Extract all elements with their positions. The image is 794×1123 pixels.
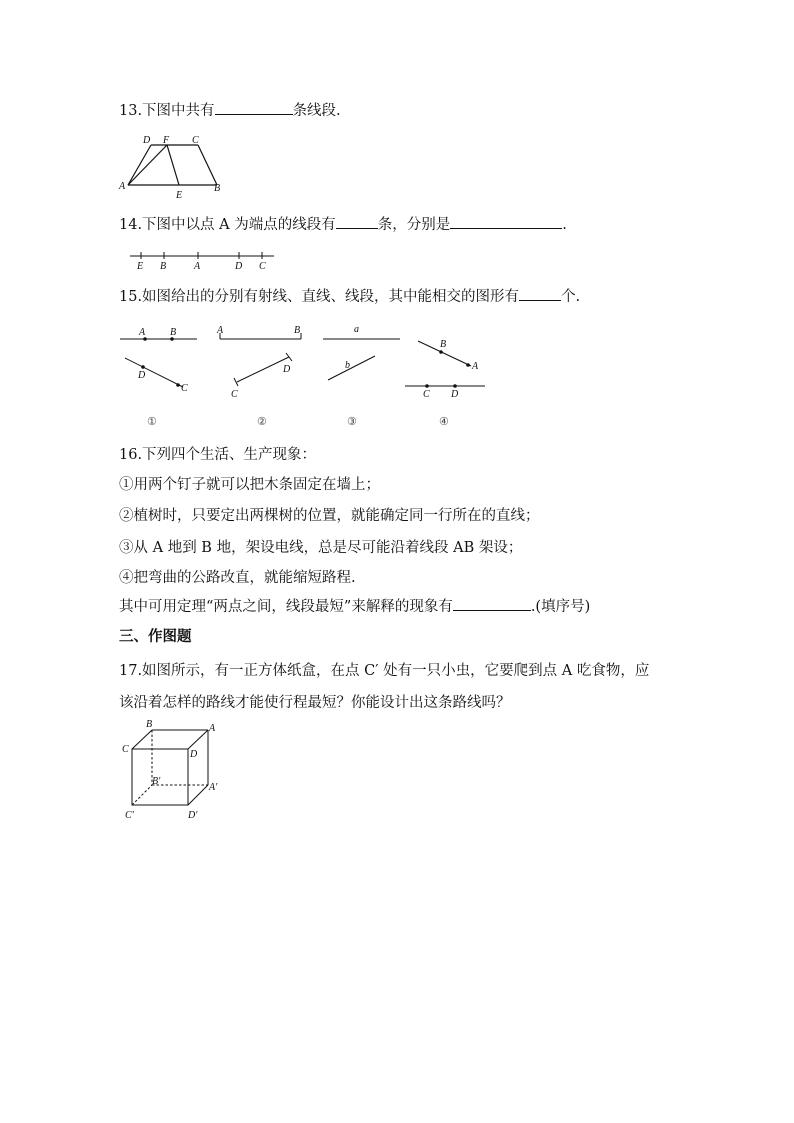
q14-answer-blank-count[interactable] <box>336 214 378 229</box>
q16-item-2: ②植树时，只要定出两棵树的位置，就能确定同一行所在的直线； <box>119 508 540 524</box>
q14-text-after: . <box>562 217 567 233</box>
q14-question <box>119 214 567 236</box>
q15-fig4-label-c: C <box>423 389 430 400</box>
q15-fig4-number: ④ <box>439 416 449 428</box>
q13-trapezoid-figure <box>118 132 228 202</box>
q15-fig2-label-a: A <box>217 325 224 336</box>
q14-line-figure <box>128 246 278 272</box>
q15-figures <box>115 320 495 430</box>
q13-label-e: E <box>176 190 183 201</box>
q13-question <box>119 100 341 122</box>
q14-label-b: B <box>160 261 167 272</box>
q15-fig3-number: ③ <box>347 416 357 428</box>
q15-text-before: 15.如图给出的分别有射线、直线、线段，其中能相交的图形有 <box>119 289 520 305</box>
q16-item-1: ①用两个钉子就可以把木条固定在墙上； <box>119 477 380 493</box>
q14-text-before: 14.下图中以点 A 为端点的线段有 <box>119 217 336 233</box>
q16-question-before: 其中可用定理“两点之间，线段最短”来解释的现象有 <box>119 599 453 615</box>
q17-cube-figure <box>118 718 228 824</box>
q14-label-a: A <box>194 261 201 272</box>
q16-item-4: ④把弯曲的公路改直，就能缩短路程. <box>119 570 356 586</box>
q15-fig3-label-a: a <box>354 324 359 335</box>
q13-label-b: B <box>214 183 221 194</box>
q14-label-e: E <box>137 261 144 272</box>
q13-label-f: F <box>163 135 170 146</box>
q13-label-d: D <box>143 135 151 146</box>
q15-text-after: 个. <box>561 289 581 305</box>
q15-fig2-label-b: B <box>294 325 301 336</box>
q16-intro: 16.下列四个生活、生产现象： <box>119 447 317 463</box>
q15-question <box>119 286 580 308</box>
q16-answer-blank[interactable] <box>453 596 531 611</box>
q17-label-a: A <box>209 723 216 734</box>
q15-fig2-number: ② <box>257 416 267 428</box>
q17-label-c-prime: C′ <box>125 810 134 821</box>
q15-fig4-label-a: A <box>472 361 479 372</box>
section-title: 三、作图题 <box>119 629 192 645</box>
q14-text-middle: 条，分别是 <box>377 217 451 233</box>
q17-label-c: C <box>122 744 129 755</box>
q17-label-b: B <box>146 719 153 730</box>
q13-label-a: A <box>119 181 126 192</box>
q15-fig1-label-a: A <box>139 327 146 338</box>
q13-label-c: C <box>192 135 199 146</box>
q17-label-d-prime: D′ <box>188 810 198 821</box>
q13-answer-blank[interactable] <box>215 100 293 115</box>
q15-fig3-label-b: b <box>345 360 350 371</box>
q15-fig1-label-b: B <box>170 327 177 338</box>
q17-label-a-prime: A′ <box>209 782 218 793</box>
q15-fig1-label-d: D <box>138 370 146 381</box>
q13-text-before: 13.下图中共有 <box>119 103 215 119</box>
q15-answer-blank[interactable] <box>519 286 561 301</box>
q14-answer-blank-list[interactable] <box>450 214 562 229</box>
q13-text-after: 条线段. <box>292 103 341 119</box>
q17-label-d: D <box>190 749 198 760</box>
q16-question <box>119 596 590 618</box>
q14-label-c: C <box>259 261 266 272</box>
q17-line-1: 17.如图所示，有一正方体纸盒，在点 C′ 处有一只小虫，它要爬到点 A 吃食物，应 <box>119 663 650 679</box>
q16-question-after: .(填序号) <box>530 599 591 615</box>
q15-fig1-number: ① <box>147 416 157 428</box>
q15-fig2-label-c: C <box>231 389 238 400</box>
q15-fig4-label-d: D <box>451 389 459 400</box>
q17-line-2: 该沿着怎样的路线才能使行程最短？你能设计出这条路线吗？ <box>119 695 511 711</box>
q16-item-3: ③从 A 地到 B 地，架设电线，总是尽可能沿着线段 AB 架设； <box>119 540 523 556</box>
q15-fig4-label-b: B <box>440 339 447 350</box>
q15-fig2-label-d: D <box>283 364 291 375</box>
q14-label-d: D <box>235 261 243 272</box>
q15-fig1-label-c: C <box>181 383 188 394</box>
q17-label-b-prime: B′ <box>152 776 161 787</box>
